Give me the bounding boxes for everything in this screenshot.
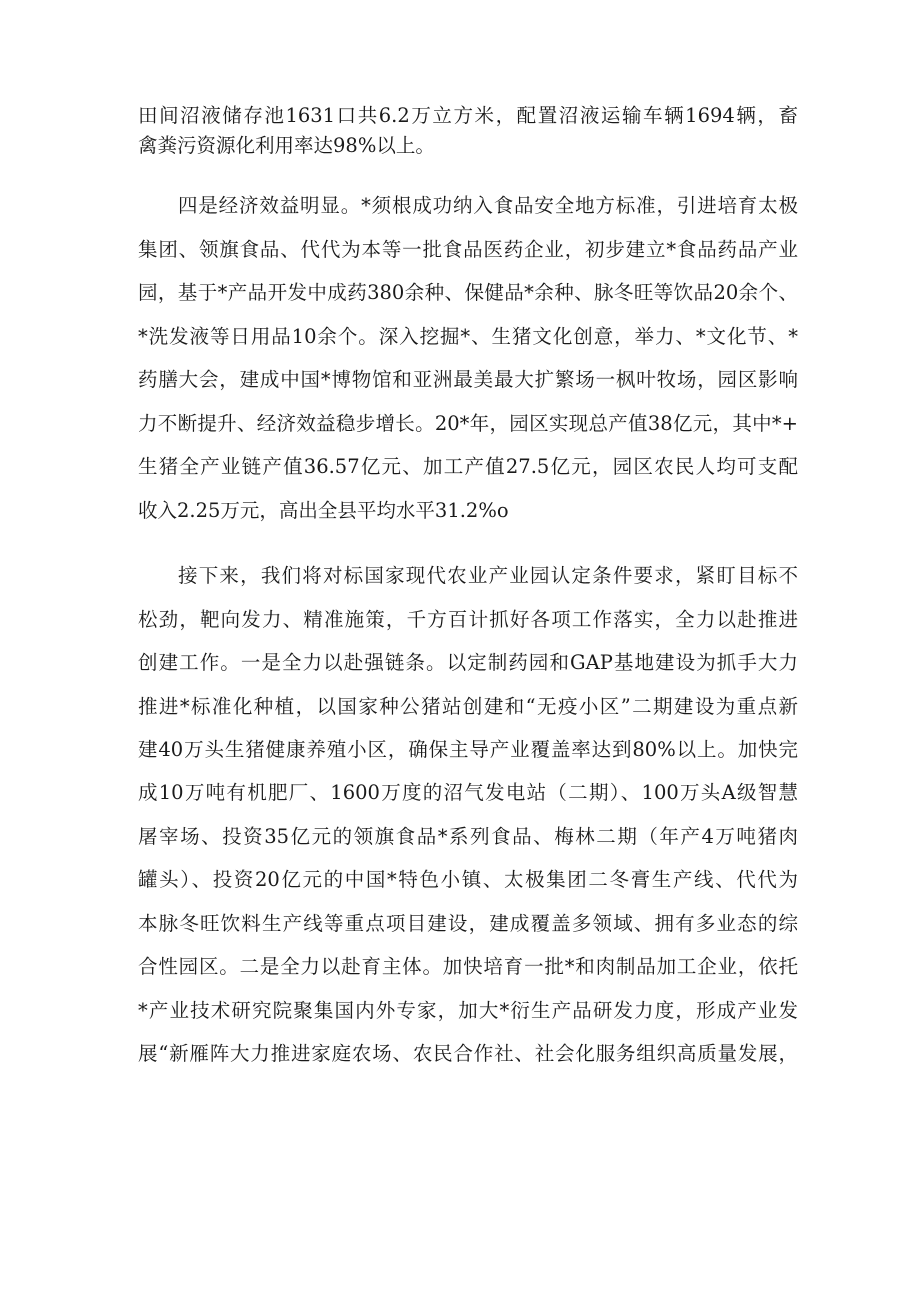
text-line: 屠宰场、投资35亿元的领旗食品*系列食品、梅林二期（年产4万吨猪肉 [138,825,798,848]
text-line: 禽粪污资源化利用率达98%以上。 [138,134,435,157]
text-line: 药膳大会，建成中国*博物馆和亚洲最美最大扩繁场一枫叶牧场，园区影响 [138,368,798,391]
text-line: 展“新雁阵大力推进家庭农场、农民合作社、社会化服务组织高质量发展， [138,1042,798,1065]
text-line: 田间沼液储存池1631口共6.2万立方米，配置沼液运输车辆1694辆，畜 [138,104,798,127]
text-line: 建40万头生猪健康养殖小区，确保主导产业覆盖率达到80%以上。加快完 [138,738,798,761]
text-line: 接下来，我们将对标国家现代农业产业园认定条件要求，紧盯目标不 [178,564,798,587]
text-line: 园，基于*产品开发中成药380余种、保健品*余种、脉冬旺等饮品20余个、 [138,281,798,304]
text-line: 本脉冬旺饮料生产线等重点项目建设，建成覆盖多领域、拥有多业态的综 [138,912,798,935]
text-line: 生猪全产业链产值36.57亿元、加工产值27.5亿元，园区农民人均可支配 [138,455,798,478]
text-line: 创建工作。一是全力以赴强链条。以定制药园和GAP基地建设为抓手大力 [138,651,798,674]
text-line: 收入2.25万元，高出全县平均水平31.2%o [138,499,509,522]
text-line: *洗发液等日用品10余个。深入挖掘*、生猪文化创意，举力、*文化节、* [138,325,798,348]
text-line: 合性园区。二是全力以赴育主体。加快培育一批*和肉制品加工企业，依托 [138,955,798,978]
text-line: 力不断提升、经济效益稳步增长。20*年，园区实现总产值38亿元，其中*+ [138,412,798,435]
text-line: 罐头）、投资20亿元的中国*特色小镇、太极集团二冬膏生产线、代代为 [138,868,798,891]
text-line: 成10万吨有机肥厂、1600万度的沼气发电站（二期）、100万头A级智慧 [138,781,798,804]
text-line: 推进*标准化种植，以国家种公猪站创建和“无疫小区”二期建设为重点新 [138,695,798,718]
text-line: 四是经济效益明显。*须根成功纳入食品安全地方标准，引进培育太极 [178,194,798,217]
text-line: 松劲，靶向发力、精准施策，千方百计抓好各项工作落实，全力以赴推进 [138,608,798,631]
text-line: 集团、领旗食品、代代为本等一批食品医药企业，初步建立*食品药品产业 [138,238,798,261]
text-line: *产业技术研究院聚集国内外专家，加大*衍生产品研发力度，形成产业发 [138,999,798,1022]
